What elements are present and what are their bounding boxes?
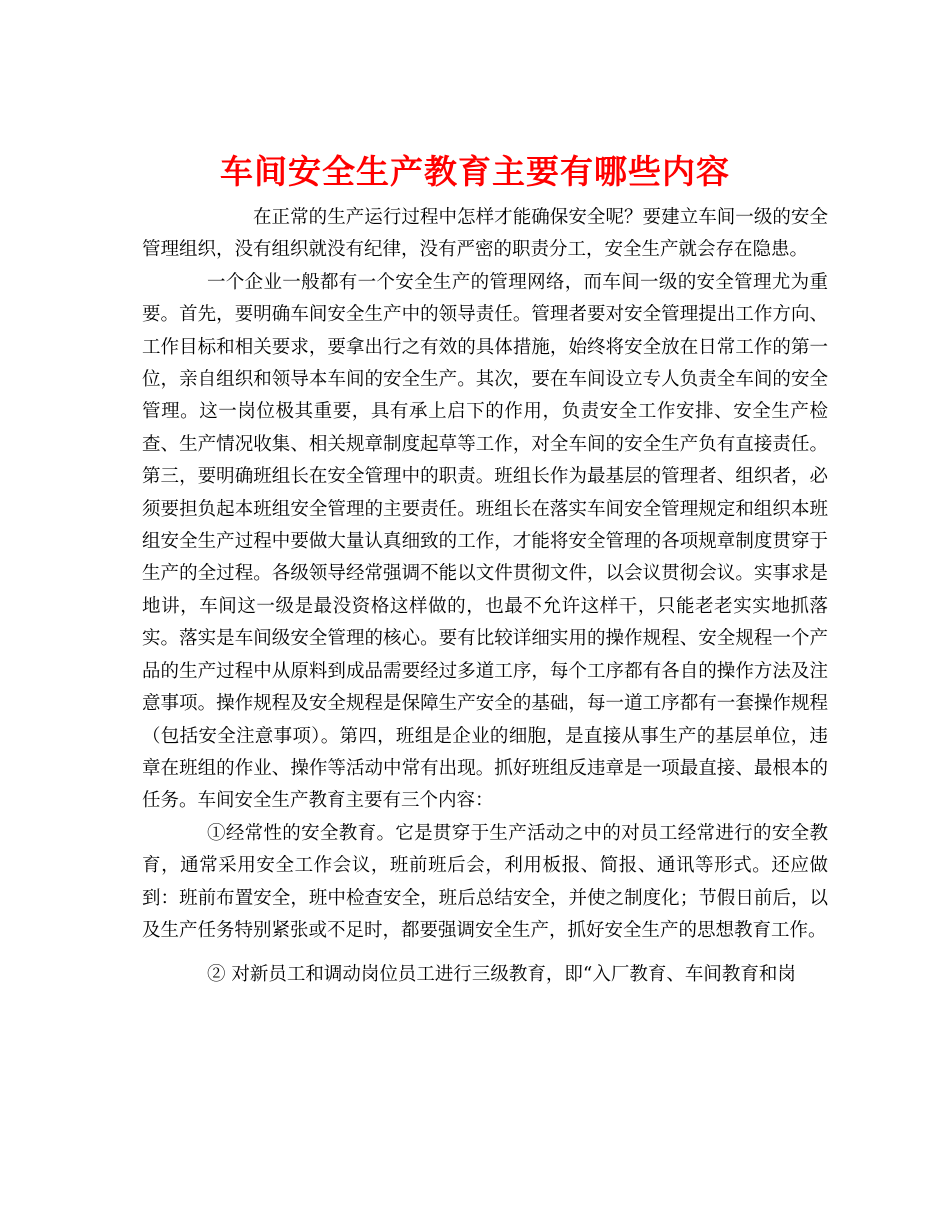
- document-body: [142, 202, 828, 992]
- paragraph-management: 一个企业一般都有一个安全生产的管理网络，而车间一级的安全管理尤为重要。首先，要明确车间安全生产中的领导责任。管理者要对安全管理提出工作方向、工作目标和相关要求，要拿出行之有效的具体措施，始终将安全放在日常工作的第一位，亲自组织和领导本车间的安全生产。其次，要在车间设立专人负责全车间的安全管理。这一岗位极其重要，具有承上启下的作用，负责安全工作安排、安全生产检查、生产情况收集、相关规章制度起草等工作，对全车间的安全生产负有直接责任。第三，要明确班组长在安全管理中的职责。班组长作为最基层的管理者、组织者，必须要担负起本班组安全管理的主要责任。班组长在落实车间安全管理规定和组织本班组安全生产过程中要做大量认真细致的工作，才能将安全管理的各项规章制度贯穿于生产的全过程。各级领导经常强调不能以文件贯彻文件，以会议贯彻会议。实事求是地讲，车间这一级是最没资格这样做的，也最不允许这样干，只能老老实实地抓落实。落实是车间级安全管理的核心。要有比较详细实用的操作规程、安全规程一个产品的生产过程中从原料到成品需要经过多道工序，每个工序都有各自的操作方法及注意事项。操作规程及安全规程是保障生产安全的基础，每一道工序都有一套操作规程（包括安全注意事项）。第四，班组是企业的细胞，是直接从事生产的基层单位，违章在班组的作业、操作等活动中常有出现。抓好班组反违章是一项最直接、最根本的任务。车间安全生产教育主要有三个内容：: [142, 271, 828, 812]
- document-title: 车间安全生产教育主要有哪些内容: [220, 152, 730, 192]
- paragraph-intro: 在正常的生产运行过程中怎样才能确保安全呢？要建立车间一级的安全管理组织，没有组织就没有纪律，没有严密的职责分工，安全生产就会存在隐患。: [142, 207, 828, 261]
- paragraph-item-2: ② 对新员工和调动岗位员工进行三级教育，即“入厂教育、车间教育和岗: [207, 964, 796, 986]
- paragraph-item-1: ①经常性的安全教育。它是贯穿于生产活动之中的对员工经常进行的安全教育，通常采用安全工作会议，班前班后会，利用板报、简报、通讯等形式。还应做到：班前布置安全，班中检查安全，班后总结安全，并使之制度化；节假日前后，以及生产任务特别紧张或不足时，都要强调安全生产，抓好安全生产的思想教育工作。: [142, 822, 828, 941]
